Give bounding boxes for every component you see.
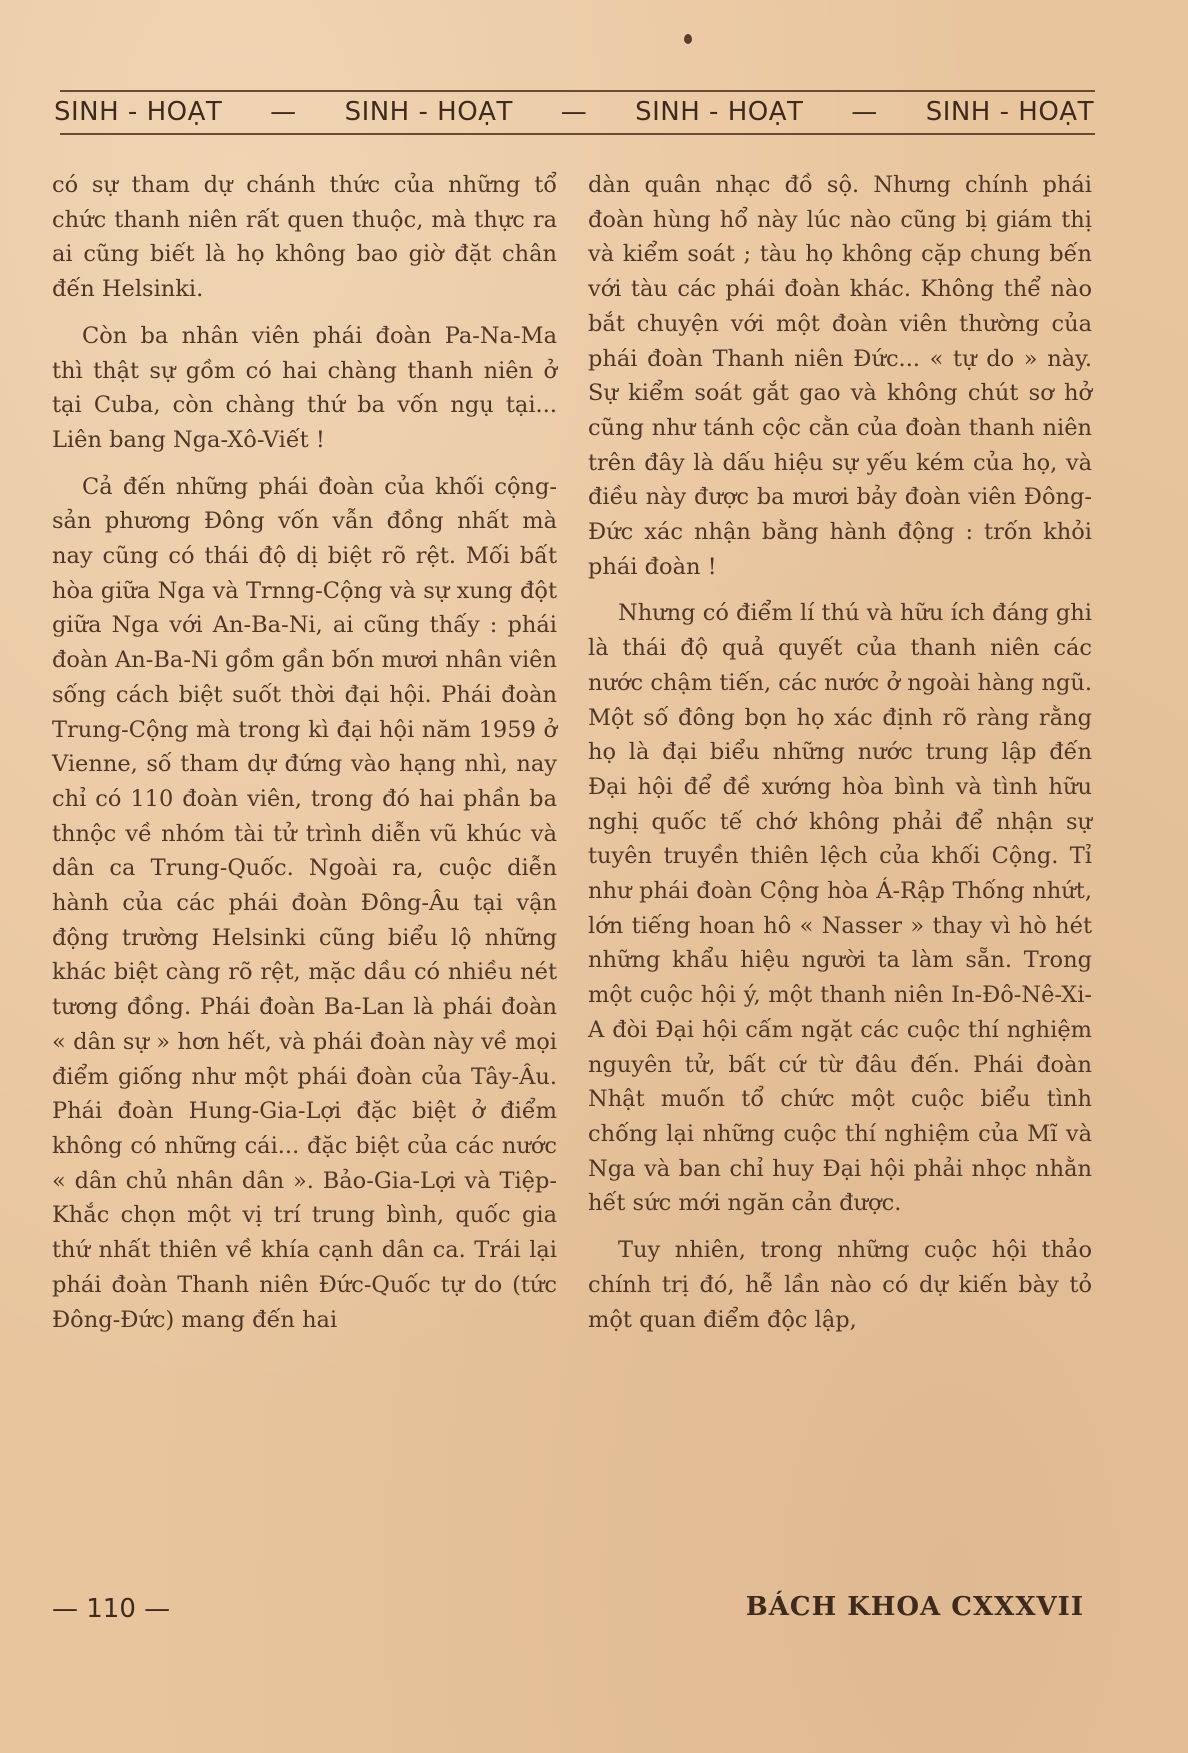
left-paragraph-1: có sự tham dự chánh thức của những tổ chức thanh niên rất quen thuộc, mà thực ra ai cũng biết là họ không bao giờ đặt chân đến Helsinki.: [52, 172, 557, 303]
ink-dot: [684, 34, 692, 44]
running-head: [54, 92, 1094, 132]
journal-title: BÁCH KHOA CXXXVII: [745, 1592, 1084, 1622]
right-paragraph-2: Nhưng có điểm lí thú và hữu ích đáng ghi là thái độ quả quyết của thanh niên các nước chậm tiến, các nước ở ngoài hàng ngũ. Một số đông bọn họ xác định rõ ràng rằng họ là đại biểu những nước trung lập đến Đại hội để đề xướng hòa bình và tình hữu nghị quốc tế chớ không phải để nhận sự tuyên truyền thiên lệch của khối Cộng. Tỉ như phái đoàn Cộng hòa Á-Rập Thống nhứt, lớn tiếng hoan hô « Nasser » thay vì hò hét những khẩu hiệu người ta làm sẵn. Trong một cuộc hội ý, một thanh niên In-Đô-Nê-Xi-A đòi Đại hội cấm ngặt các cuộc thí nghiệm nguyên tử, bất cứ từ đâu đến. Phái đoàn Nhật muốn tổ chức một cuộc biểu tình chống lại những cuộc thí nghiệm của Mĩ và Nga và ban chỉ huy Đại hội phải nhọc nhằn hết sức mới ngăn cản được.: [588, 600, 1092, 1217]
page-number: — 110 —: [52, 1594, 171, 1624]
running-head-separator-1: —: [270, 97, 297, 127]
running-head-separator-3: —: [851, 97, 878, 127]
running-head-item-4: SINH - HOẠT: [925, 97, 1094, 127]
right-paragraph-1: dàn quân nhạc đồ sộ. Nhưng chính phái đoàn hùng hổ này lúc nào cũng bị giám thị và kiểm soát ; tàu họ không cặp chung bến với tàu các phái đoàn khác. Không thể nào bắt chuyện với một đoàn viên thường của phái đoàn Thanh niên Đức... « tự do » này. Sự kiểm soát gắt gao và không chút sơ hở cũng như tánh cộc cằn của đoàn thanh niên trên đây là dấu hiệu sự yếu kém của họ, và điều này được ba mươi bảy đoàn viên Đông-Đức xác nhận bằng hành động : trốn khỏi phái đoàn !: [588, 172, 1092, 580]
running-head-item-2: SINH - HOẠT: [344, 97, 513, 127]
right-paragraph-3: Tuy nhiên, trong những cuộc hội thảo chính trị đó, hễ lần nào có dự kiến bày tỏ một quan điểm độc lập,: [588, 1237, 1092, 1333]
running-head-separator-2: —: [560, 97, 588, 127]
running-head-item-1: SINH - HOẠT: [54, 97, 223, 127]
right-column: [588, 168, 1092, 1349]
header-rule-bottom: [60, 133, 1095, 135]
running-head-item-3: SINH - HOẠT: [635, 97, 804, 127]
left-paragraph-2: Còn ba nhân viên phái đoàn Pa-Na-Ma thì thật sự gồm có hai chàng thanh niên ở tại Cuba, còn chàng thứ ba vốn ngụ tại... Liên bang Nga-Xô-Viết !: [52, 322, 557, 453]
left-column: [52, 168, 557, 1349]
left-paragraph-3: Cả đến những phái đoàn của khối cộng-sản phương Đông vốn vẫn đồng nhất mà nay cũng có thái độ dị biệt rõ rệt. Mối bất hòa giữa Nga và Trnng-Cộng và sự xung đột giữa Nga với An-Ba-Ni, ai cũng thấy : phái đoàn An-Ba-Ni gồm gần bốn mươi nhân viên sống cách biệt suốt thời đại hội. Phái đoàn Trung-Cộng mà trong kì đại hội năm 1959 ở Vienne, số tham dự đứng vào hạng nhì, nay chỉ có 110 đoàn viên, trong đó hai phần ba thnộc về nhóm tài tử trình diễn vũ khúc và dân ca Trung-Quốc. Ngoài ra, cuộc diễn hành của các phái đoàn Đông-Âu tại vận động trường Helsinki cũng biểu lộ những khác biệt càng rõ rệt, mặc dầu có nhiều nét tương đồng. Phái đoàn Ba-Lan là phái đoàn « dân sự » hơn hết, và phái đoàn này về mọi điểm giống như một phái đoàn của Tây-Âu. Phái đoàn Hung-Gia-Lợi đặc biệt ở điểm không có những cái... đặc biệt của các nước « dân chủ nhân dân ». Bảo-Gia-Lợi và Tiệp-Khắc chọn một vị trí trung bình, quốc gia thứ nhất thiên về khía cạnh dân ca. Trái lại phái đoàn Thanh niên Đức-Quốc tự do (tức Đông-Đức) mang đến hai: [52, 473, 557, 1333]
